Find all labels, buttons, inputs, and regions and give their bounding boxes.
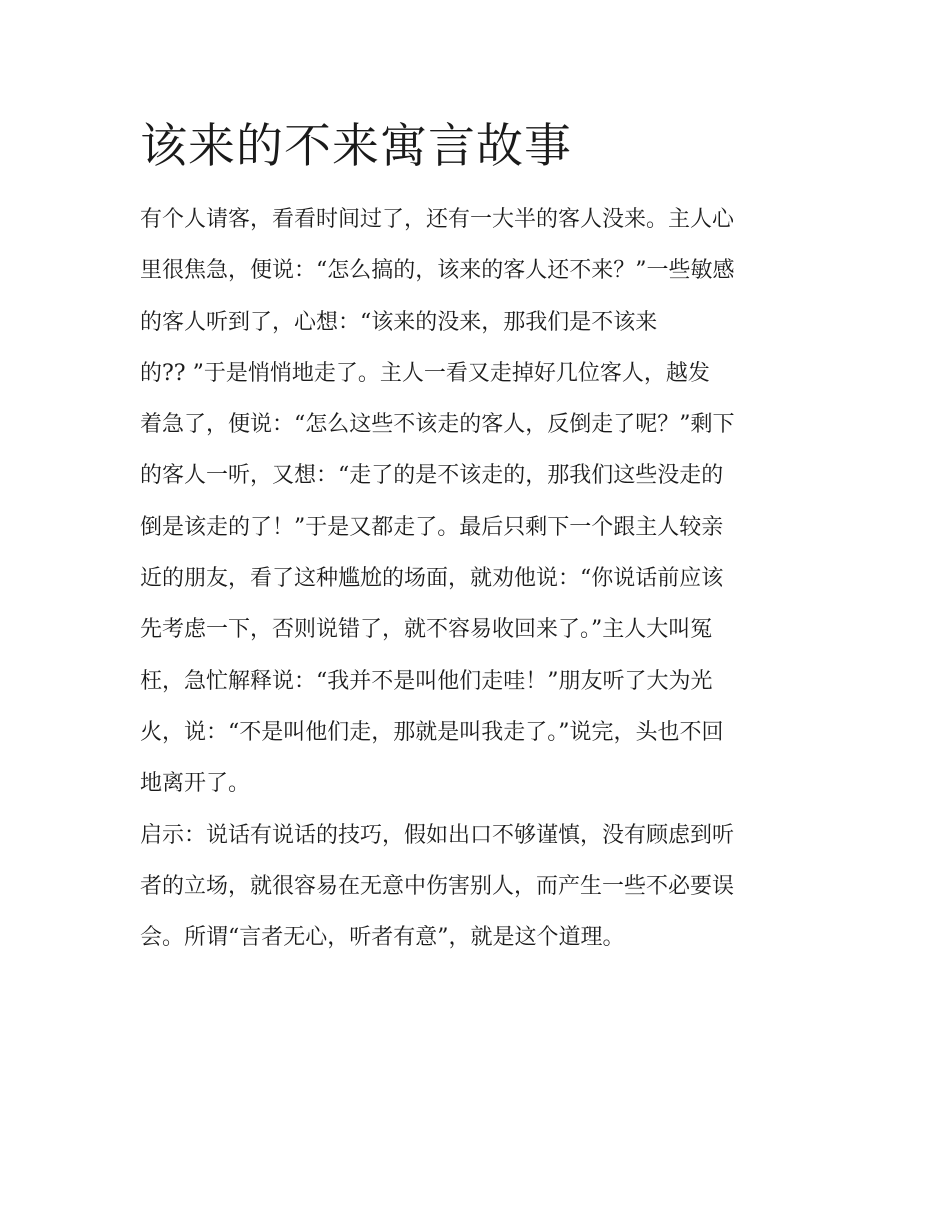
story-line: 有个人请客，看看时间过了，还有一大半的客人没来。主人心 xyxy=(140,207,735,232)
document-page xyxy=(140,112,830,963)
story-line: 近的朋友，看了这种尴尬的场面，就劝他说：“你说话前应该 xyxy=(140,566,724,592)
story-line: 倒是该走的了！”于是又都走了。最后只剩下一个跟主人较亲 xyxy=(140,514,724,540)
story-line: 的?? ”于是悄悄地走了。主人一看又走掉好几位客人，越发 xyxy=(140,360,710,386)
moral-line: 启示：说话有说话的技巧，假如出口不够谨慎，没有顾虑到听 xyxy=(140,822,735,848)
story-line: 的客人听到了，心想：“该来的没来，那我们是不该来 xyxy=(140,309,658,335)
document-title: 该来的不来寓言故事 xyxy=(140,119,572,174)
story-line: 里很焦急，便说：“怎么搞的，该来的客人还不来？”一些敏感 xyxy=(140,258,735,284)
moral-line: 会。所谓“言者无心，听者有意”，就是这个道理。 xyxy=(140,925,625,951)
story-line: 枉，急忙解释说：“我并不是叫他们走哇！”朋友听了大为光 xyxy=(140,668,713,694)
story-line: 火，说：“不是叫他们走，那就是叫我走了。”说完，头也不回 xyxy=(140,719,724,745)
moral-line: 者的立场，就很容易在无意中伤害别人，而产生一些不必要误 xyxy=(140,873,735,899)
story-paragraph xyxy=(140,194,830,810)
moral-paragraph xyxy=(140,810,830,964)
story-line: 地离开了。 xyxy=(140,771,251,797)
story-line: 着急了，便说：“怎么这些不该走的客人，反倒走了呢？”剩下 xyxy=(140,412,735,438)
story-line: 先考虑一下，否则说错了，就不容易收回来了。”主人大叫冤 xyxy=(140,617,713,643)
story-line: 的客人一听，又想：“走了的是不该走的，那我们这些没走的 xyxy=(140,463,724,489)
